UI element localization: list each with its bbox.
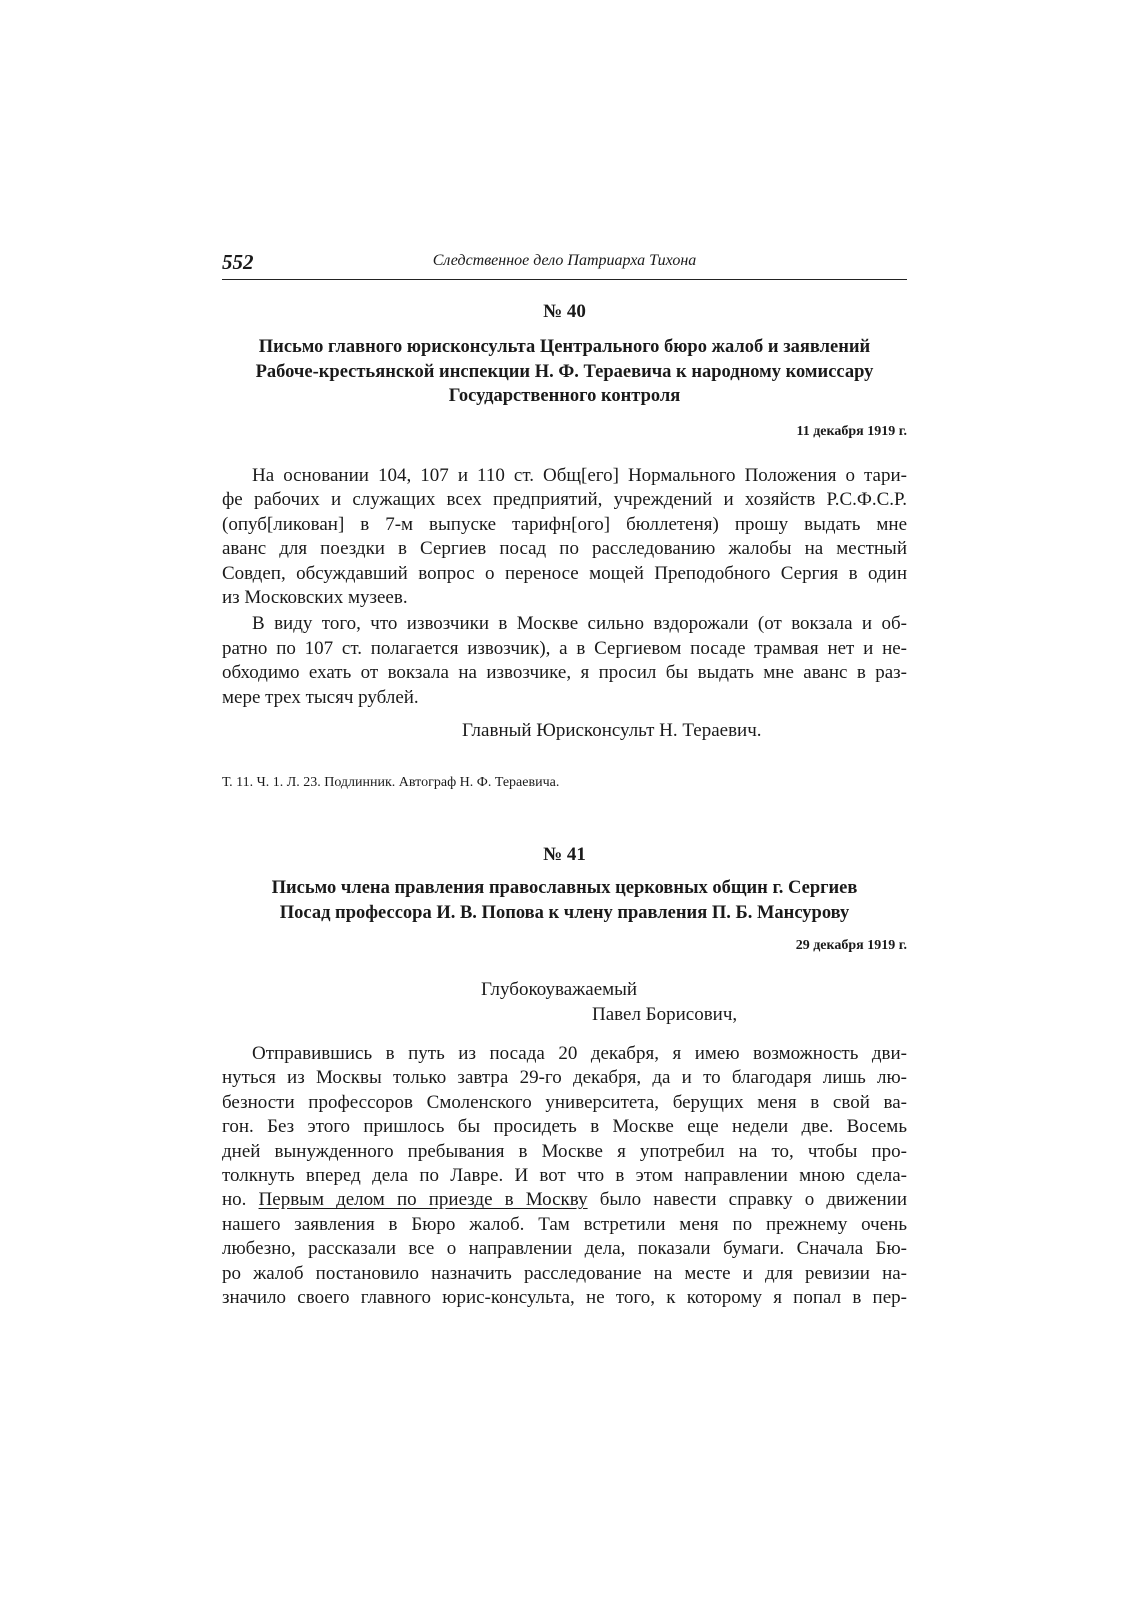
title-line: Письмо члена правления православных церковных общин г. Сергиев [271, 878, 858, 898]
doc41-title [222, 876, 907, 925]
underlined-phrase: Первым делом по приезде в Москву [258, 1189, 588, 1211]
title-line: Посад профессора И. В. Попова к члену правления П. Б. Мансурову [279, 902, 850, 923]
doc40-signature: Главный Юрисконсульт Н. Тераевич. [462, 720, 762, 741]
page-number: 552 [222, 250, 254, 274]
body-line: нашего заявления в Бюро жалоб. Там встретили меня по прежнему очень [222, 1213, 907, 1235]
body-line: гон. Без этого пришлось бы просидеть в Москве еще недели две. Восемь [222, 1116, 907, 1138]
body-line: Совдеп, обсуждавший вопрос о переносе мощей Преподобного Сергия в один [222, 562, 907, 584]
line-rest: было навести справку о движении [599, 1189, 907, 1211]
body-line: из Московских музеев. [222, 586, 408, 608]
body-line: мере трех тысяч рублей. [222, 686, 419, 708]
doc40-number: № 40 [543, 301, 586, 322]
running-title: Следственное дело Патриарха Тихона [432, 252, 697, 269]
doc40-date: 11 декабря 1919 г. [796, 424, 907, 439]
body-line: любезно, рассказали все о направлении дела, показали бумаги. Сначала Бю- [222, 1238, 907, 1260]
body-line: аванс для поездки в Сергиев посад по расследованию жалобы на местный [222, 538, 907, 560]
salutation-line-1: Глубокоуважаемый [481, 979, 638, 1000]
body-line: ратно по 107 ст. полагается извозчик), а в Сергиевом посаде трамвая нет и не- [222, 637, 907, 659]
title-line: Письмо главного юрисконсульта Центрального бюро жалоб и заявлений [258, 337, 871, 357]
doc40-source-note: Т. 11. Ч. 1. Л. 23. Подлинник. Автограф Н. Ф. Тераевича. [222, 775, 560, 790]
body-line: значило своего главного юрис-консульта, не того, к которому я попал в пер- [222, 1286, 907, 1308]
body-line: фе рабочих и служащих всех предприятий, учреждений и хозяйств Р.С.Ф.С.Р. [222, 489, 907, 511]
body-line: безности профессоров Смоленского университета, берущих меня в свой ва- [222, 1091, 907, 1113]
title-line: Рабоче-крестьянской инспекции Н. Ф. Тераевича к народному комиссару [255, 361, 874, 382]
body-line: дней вынужденного пребывания в Москве я употребил на то, чтобы про- [222, 1140, 907, 1162]
body-line: (опуб[ликован] в 7-м выпуске тарифн[ого] бюллетеня) прошу выдать мне [222, 513, 907, 535]
title-line: Государственного контроля [448, 386, 681, 406]
body-line: ро жалоб постановило назначить расследование на месте и для ревизии на- [222, 1262, 907, 1284]
body-line: Отправившись в путь из посада 20 декабря, я имею возможность дви- [252, 1043, 907, 1064]
body-line [222, 1188, 907, 1212]
doc40-title [222, 335, 907, 409]
body-line: толкнуть вперед дела по Лавре. И вот что в этом направлении мною сдела- [222, 1164, 907, 1186]
doc41-body [222, 1042, 907, 1310]
body-line: В виду того, что извозчики в Москве сильно вздорожали (от вокзала и об- [252, 613, 907, 635]
line-start: но. [222, 1189, 247, 1211]
body-line: нуться из Москвы только завтра 29-го декабря, да и то благодаря лишь лю- [222, 1067, 907, 1089]
body-line: обходимо ехать от вокзала на извозчике, я просил бы выдать мне аванс в раз- [222, 662, 907, 684]
salutation-line-2: Павел Борисович, [592, 1004, 738, 1025]
doc41-date: 29 декабря 1919 г. [795, 938, 907, 953]
doc40-body [222, 464, 907, 710]
doc41-number: № 41 [543, 844, 586, 865]
header-rule [222, 279, 907, 280]
body-line: На основании 104, 107 и 110 ст. Общ[его] Нормального Положения о тари- [252, 465, 907, 486]
